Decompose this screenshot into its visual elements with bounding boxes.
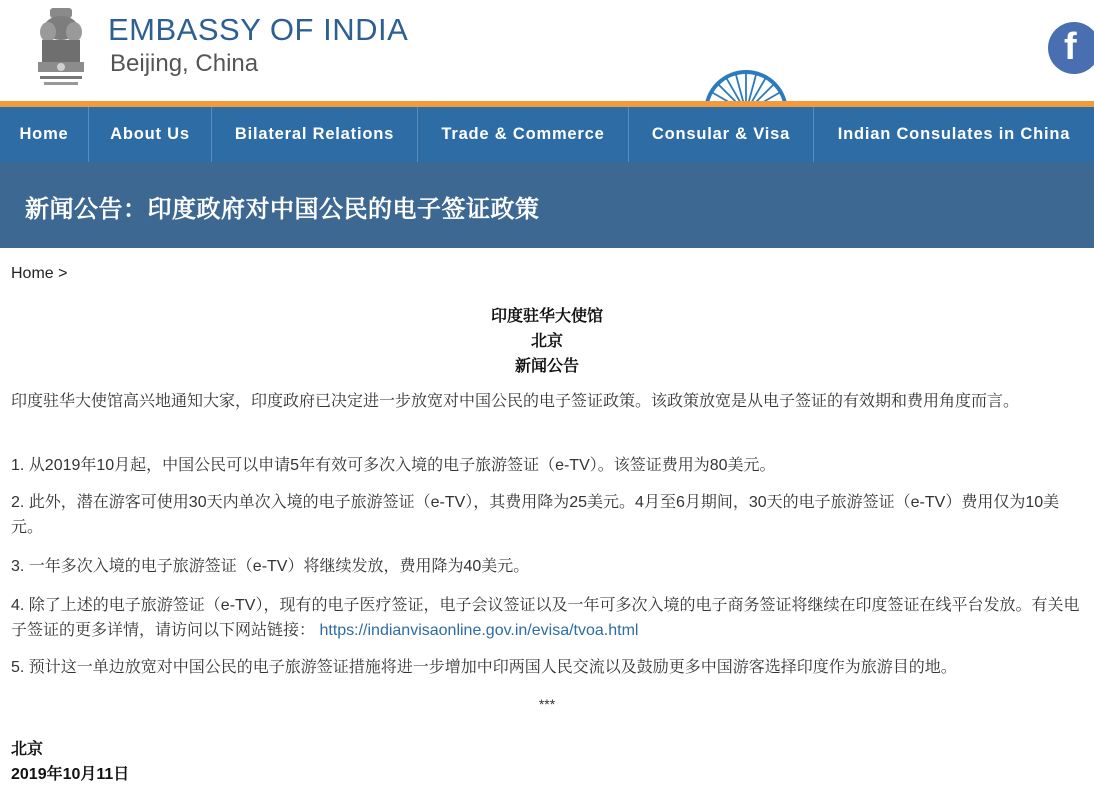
article-point-4 — [11, 593, 1083, 643]
nav-item-bilateral-relations[interactable]: Bilateral Relations — [234, 125, 395, 143]
section-divider-stars: *** — [538, 696, 556, 712]
signature-place: 北京 — [11, 741, 44, 758]
state-emblem-icon — [30, 6, 92, 92]
article-point-1: 1. 从2019年10月起，中国公民可以申请5年有效可多次入境的电子旅游签证（e-TV）。该签证费用为80美元。 — [11, 457, 776, 474]
nav-item-indian-consulates[interactable]: Indian Consulates in China — [837, 125, 1071, 143]
facebook-link[interactable] — [1048, 22, 1094, 74]
breadcrumb — [11, 265, 67, 283]
site-title: EMBASSY OF INDIA — [108, 12, 409, 47]
article-heading-city: 北京 — [530, 333, 563, 350]
article-point-2: 2. 此外，潜在游客可使用30天内单次入境的电子旅游签证（e-TV），其费用降为25美元。4月至6月期间，30天的电子旅游签证（e-TV）费用仅为10美元。 — [11, 494, 1060, 536]
article-heading-type: 新闻公告 — [514, 358, 579, 375]
article-intro: 印度驻华大使馆高兴地通知大家，印度政府已决定进一步放宽对中国公民的电子签证政策。该政策放宽是从电子签证的有效期和费用角度而言。 — [11, 393, 1020, 410]
site-header — [0, 0, 1094, 104]
article-heading-embassy: 印度驻华大使馆 — [490, 308, 603, 325]
breadcrumb-separator: > — [58, 265, 68, 282]
breadcrumb-home-link[interactable]: Home — [11, 265, 54, 282]
evisa-link[interactable]: https://indianvisaonline.gov.in/evisa/tvoa.html — [319, 622, 639, 639]
nav-item-about-us[interactable]: About Us — [110, 125, 190, 143]
nav-item-home[interactable]: Home — [19, 125, 69, 143]
page-banner — [0, 162, 1094, 248]
article-point-5: 5. 预计这一单边放宽对中国公民的电子旅游签证措施将进一步增加中印两国人民交流以及鼓励更多中国游客选择印度作为旅游目的地。 — [11, 659, 957, 676]
main-nav — [0, 107, 1094, 162]
site-subtitle: Beijing, China — [110, 50, 259, 77]
ashoka-chakra-icon — [700, 66, 792, 106]
nav-item-consular-visa[interactable]: Consular & Visa — [651, 125, 791, 143]
article-point-3: 3. 一年多次入境的电子旅游签证（e-TV）将继续发放，费用降为40美元。 — [11, 558, 530, 575]
article-point-4-text: 4. 除了上述的电子旅游签证（e-TV），现有的电子医疗签证，电子会议签证以及一年可多次入境的电子商务签证将继续在印度签证在线平台发放。有关电子签证的更多详情，请访问以下网站链接： — [11, 597, 1080, 639]
page-title: 新闻公告：印度政府对中国公民的电子签证政策 — [25, 196, 540, 223]
nav-item-trade-commerce[interactable]: Trade & Commerce — [441, 125, 605, 143]
facebook-icon: f — [1064, 26, 1077, 68]
signature-date: 2019年10月11日 — [11, 766, 130, 783]
